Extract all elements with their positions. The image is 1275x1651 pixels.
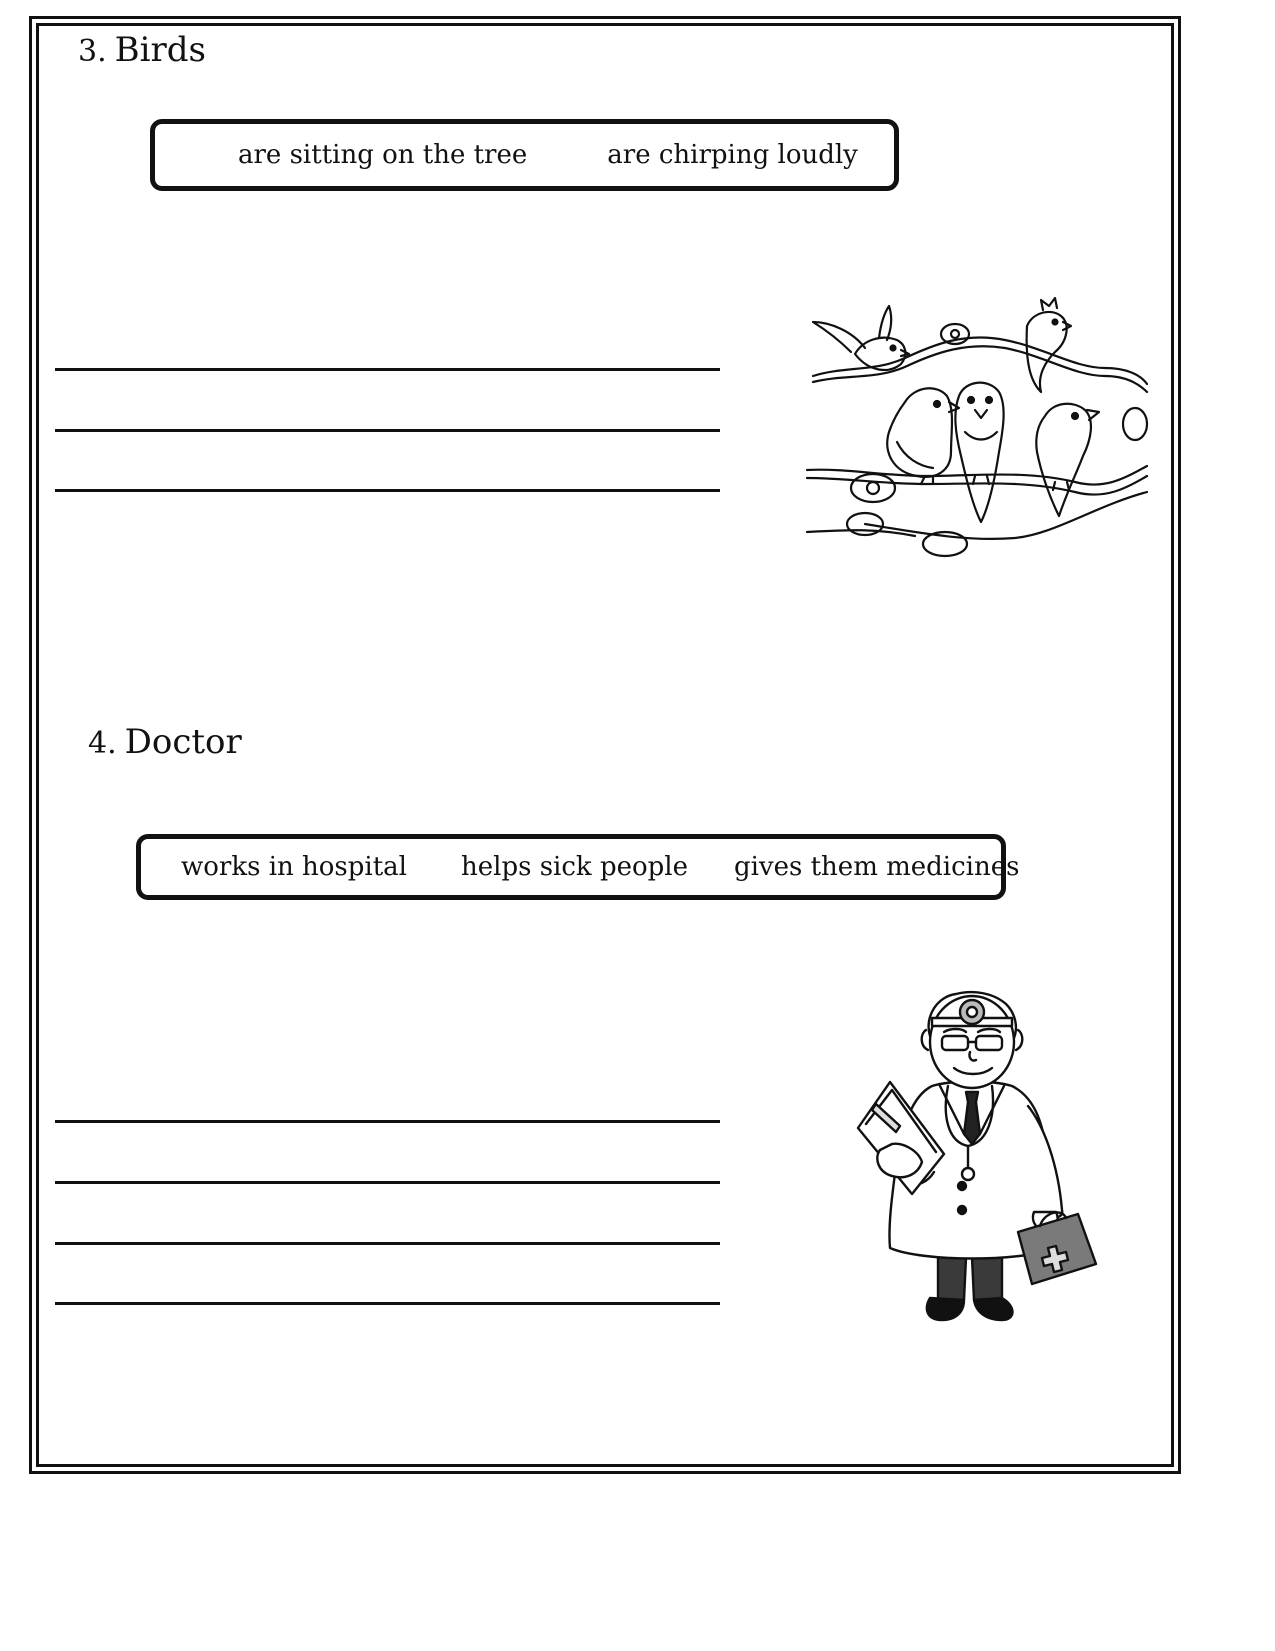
answer-line[interactable] <box>55 368 720 371</box>
phrase-box-birds <box>150 119 899 191</box>
doctor-icon <box>852 986 1102 1328</box>
answer-line[interactable] <box>55 429 720 432</box>
phrase-option: are chirping loudly <box>607 140 858 170</box>
section-heading-birds <box>78 30 206 70</box>
answer-line[interactable] <box>55 1242 720 1245</box>
section-heading-doctor <box>88 722 242 762</box>
answer-line[interactable] <box>55 1302 720 1305</box>
answer-line[interactable] <box>55 489 720 492</box>
answer-line[interactable] <box>55 1120 720 1123</box>
section-number: 3. <box>78 34 107 69</box>
section-number: 4. <box>88 726 117 761</box>
birds-on-branch-icon <box>805 292 1150 574</box>
phrase-box-doctor <box>136 834 1020 900</box>
section-title: Birds <box>114 30 206 70</box>
section-title: Doctor <box>124 722 242 762</box>
answer-line[interactable] <box>55 1181 720 1184</box>
phrase-option: works in hospital <box>181 852 407 882</box>
phrase-option: helps sick people <box>461 852 688 882</box>
phrase-option: gives them medicines <box>733 852 1020 882</box>
phrase-option: are sitting on the tree <box>238 140 528 170</box>
